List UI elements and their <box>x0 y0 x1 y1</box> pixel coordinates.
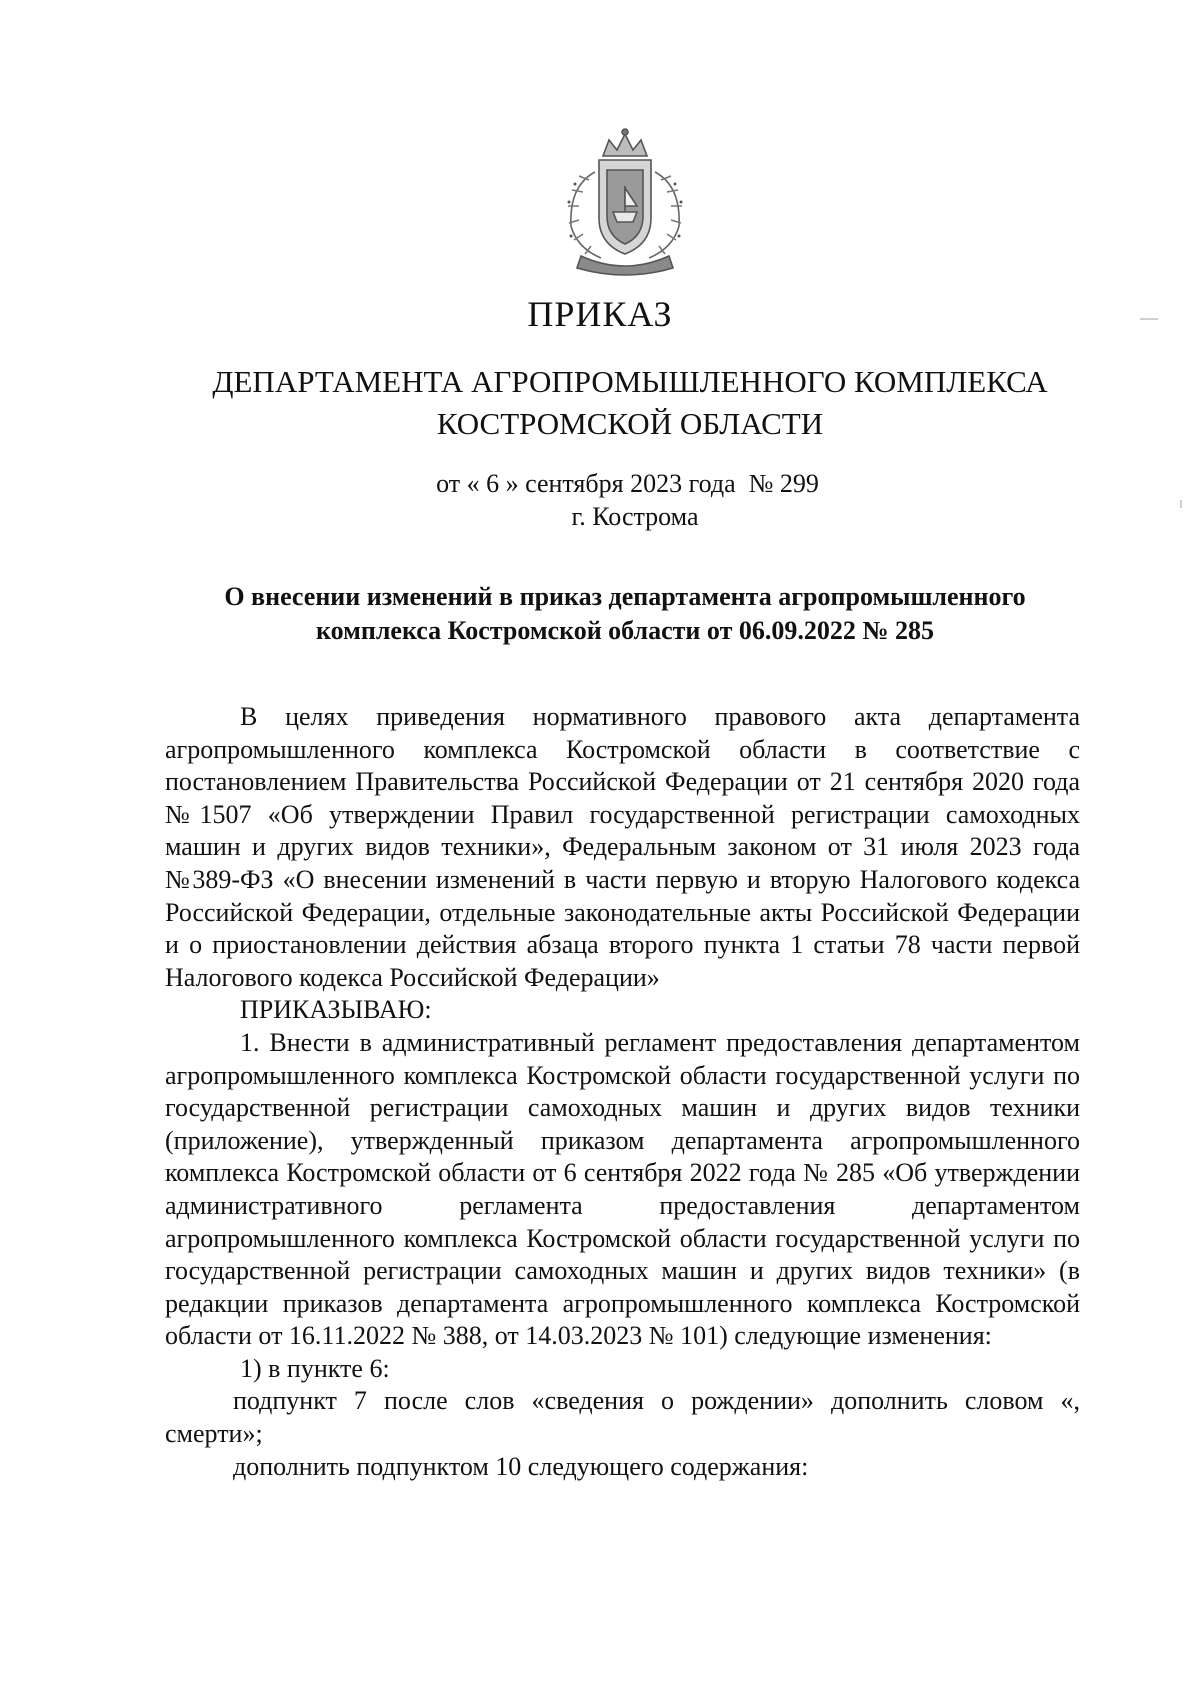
document-type-title: ПРИКАЗ <box>527 294 673 334</box>
order-subject <box>160 580 1090 648</box>
subitem-1-addition: дополнить подпунктом 10 следующего содержания: <box>233 1451 809 1481</box>
coat-of-arms-icon <box>551 126 699 278</box>
item-1-paragraph: 1. Внести в административный регламент предоставления департаментом агропромышленного комплекса Костромской области государственной услуги по государственной регистрации самоходных машин и других видов техники (приложение), утвержденный приказом департамента агропромышленного комплекса Костромской области от 6 сентября 2022 года № 285 «Об утверждении административного регламента предоставления департаментом агропромышленного комплекса Костромской области государственной услуги по государственной регистрации самоходных машин и других видов техники» (в редакции приказов департамента агропромышленного комплекса Костромской области от 16.11.2022 № 388, от 14.03.2023 № 101) следующие изменения: <box>165 1027 1080 1351</box>
order-word: ПРИКАЗЫВАЮ: <box>240 995 432 1025</box>
scan-mark <box>1140 318 1158 320</box>
scan-mark <box>1180 500 1182 508</box>
subject-line-1: О внесении изменений в приказ департамента агропромышленного <box>224 582 1026 611</box>
order-city: г. Кострома <box>571 502 699 531</box>
subitem-1-text: подпункт 7 после слов «сведения о рождении» дополнить словом «, смерти»; <box>165 1386 1080 1449</box>
subject-line-2: комплекса Костромской области от 06.09.2022 № 285 <box>316 616 934 645</box>
department-line-1: ДЕПАРТАМЕНТА АГРОПРОМЫШЛЕННОГО КОМПЛЕКСА <box>212 364 1048 399</box>
subitem-1-heading: 1) в пункте 6: <box>240 1353 390 1383</box>
department-name <box>0 361 1200 445</box>
order-body <box>165 701 1080 1483</box>
preamble-paragraph: В целях приведения нормативного правового акта департамента агропромышленного комплекса Костромской области в соответствие с постановлением Правительства Российской Федерации от 21 сентября 2020 года №1507 «Об утверждении Правил государственной регистрации самоходных машин и других видов техники», Федеральным законом от 31 июля 2023 года №389-ФЗ «О внесении изменений в части первую и вторую Налогового кодекса Российской Федерации, отдельные законодательные акты Российской Федерации и о приостановлении действия абзаца второго пункта 1 статьи 78 части первой Налогового кодекса Российской Федерации» <box>165 702 1080 992</box>
department-line-2: КОСТРОМСКОЙ ОБЛАСТИ <box>436 406 824 441</box>
order-date-number: от « 6 » сентября 2023 года № 299 <box>436 469 819 498</box>
